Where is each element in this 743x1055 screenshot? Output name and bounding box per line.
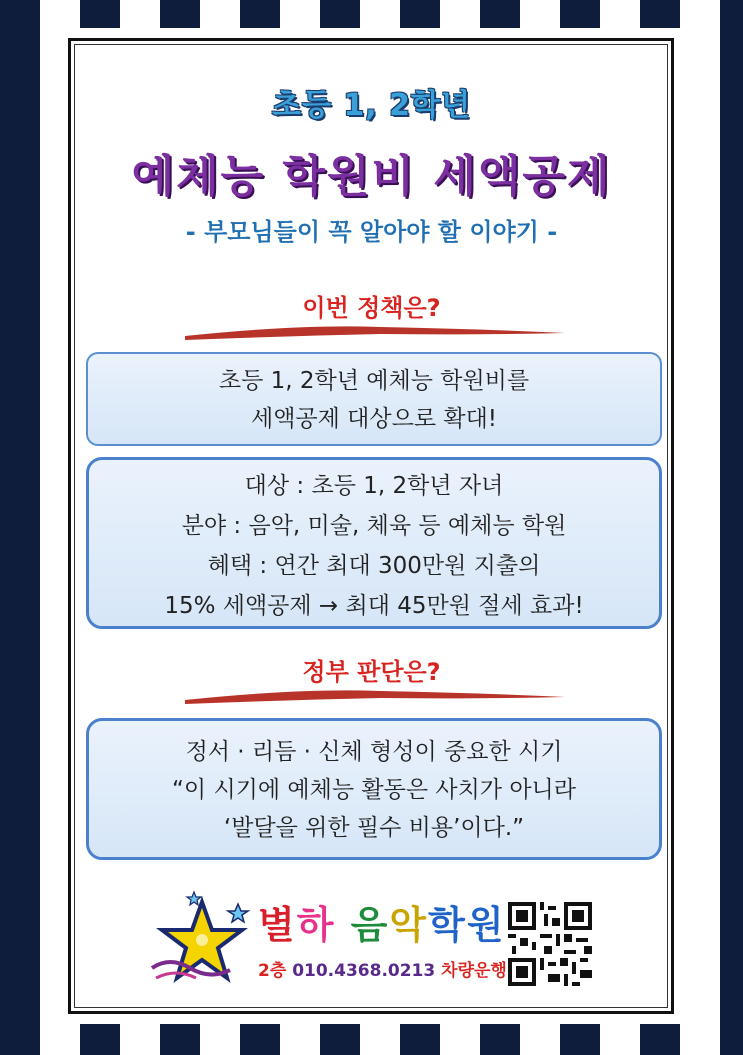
- brand-char: 악: [389, 903, 429, 947]
- brand-char: 원: [466, 903, 506, 947]
- detail-target: 대상 : 초등 1, 2학년 자녀: [244, 473, 504, 499]
- page-subtitle: - 부모님들이 꼭 알아야 할 이야기 -: [185, 218, 558, 246]
- section2-heading: 정부 판단은?: [302, 658, 441, 686]
- page-title: 예체능 학원비 세액공제: [131, 151, 612, 202]
- detail-benefit: 혜택 : 연간 최대 300만원 지출의: [207, 553, 541, 579]
- academy-footer: [150, 890, 610, 1000]
- section1-heading: 이번 정책은?: [302, 294, 441, 322]
- brand-char: 음: [350, 903, 390, 947]
- brand-char: 하: [296, 903, 336, 947]
- summary-line-1: 초등 1, 2학년 예체능 학원비를: [218, 368, 530, 394]
- star-logo-icon: [150, 890, 250, 990]
- summary-line-2: 세액공제 대상으로 확대!: [250, 406, 498, 432]
- policy-summary-box: [86, 352, 662, 446]
- policy-detail-box: [86, 457, 662, 629]
- brand-char: 학: [428, 903, 467, 947]
- view-line-3: ‘발달을 위한 필수 비용’이다.”: [223, 815, 525, 841]
- detail-field: 분야 : 음악, 미술, 체육 등 예체능 학원: [181, 513, 567, 539]
- detail-benefit-amount: 15% 세액공제 → 최대 45만원 절세 효과!: [164, 593, 584, 619]
- brush-stroke-2: [180, 686, 570, 706]
- brand-char: 별: [258, 903, 297, 947]
- header-grade-line: 초등 1, 2학년: [272, 88, 471, 123]
- floor-label: 2층: [258, 961, 287, 981]
- phone-number: 010.4368.0213: [292, 961, 436, 981]
- view-line-1: 정서 · 리듬 · 신체 형성이 중요한 시기: [185, 739, 563, 765]
- academy-name: [258, 894, 506, 949]
- government-view-box: [86, 718, 662, 860]
- qr-code-icon[interactable]: [508, 902, 592, 986]
- shuttle-label: 차량운행: [441, 961, 507, 981]
- brush-stroke-1: [180, 322, 570, 342]
- view-line-2: “이 시기에 예체능 활동은 사치가 아니라: [172, 777, 576, 803]
- academy-contact: [258, 956, 507, 981]
